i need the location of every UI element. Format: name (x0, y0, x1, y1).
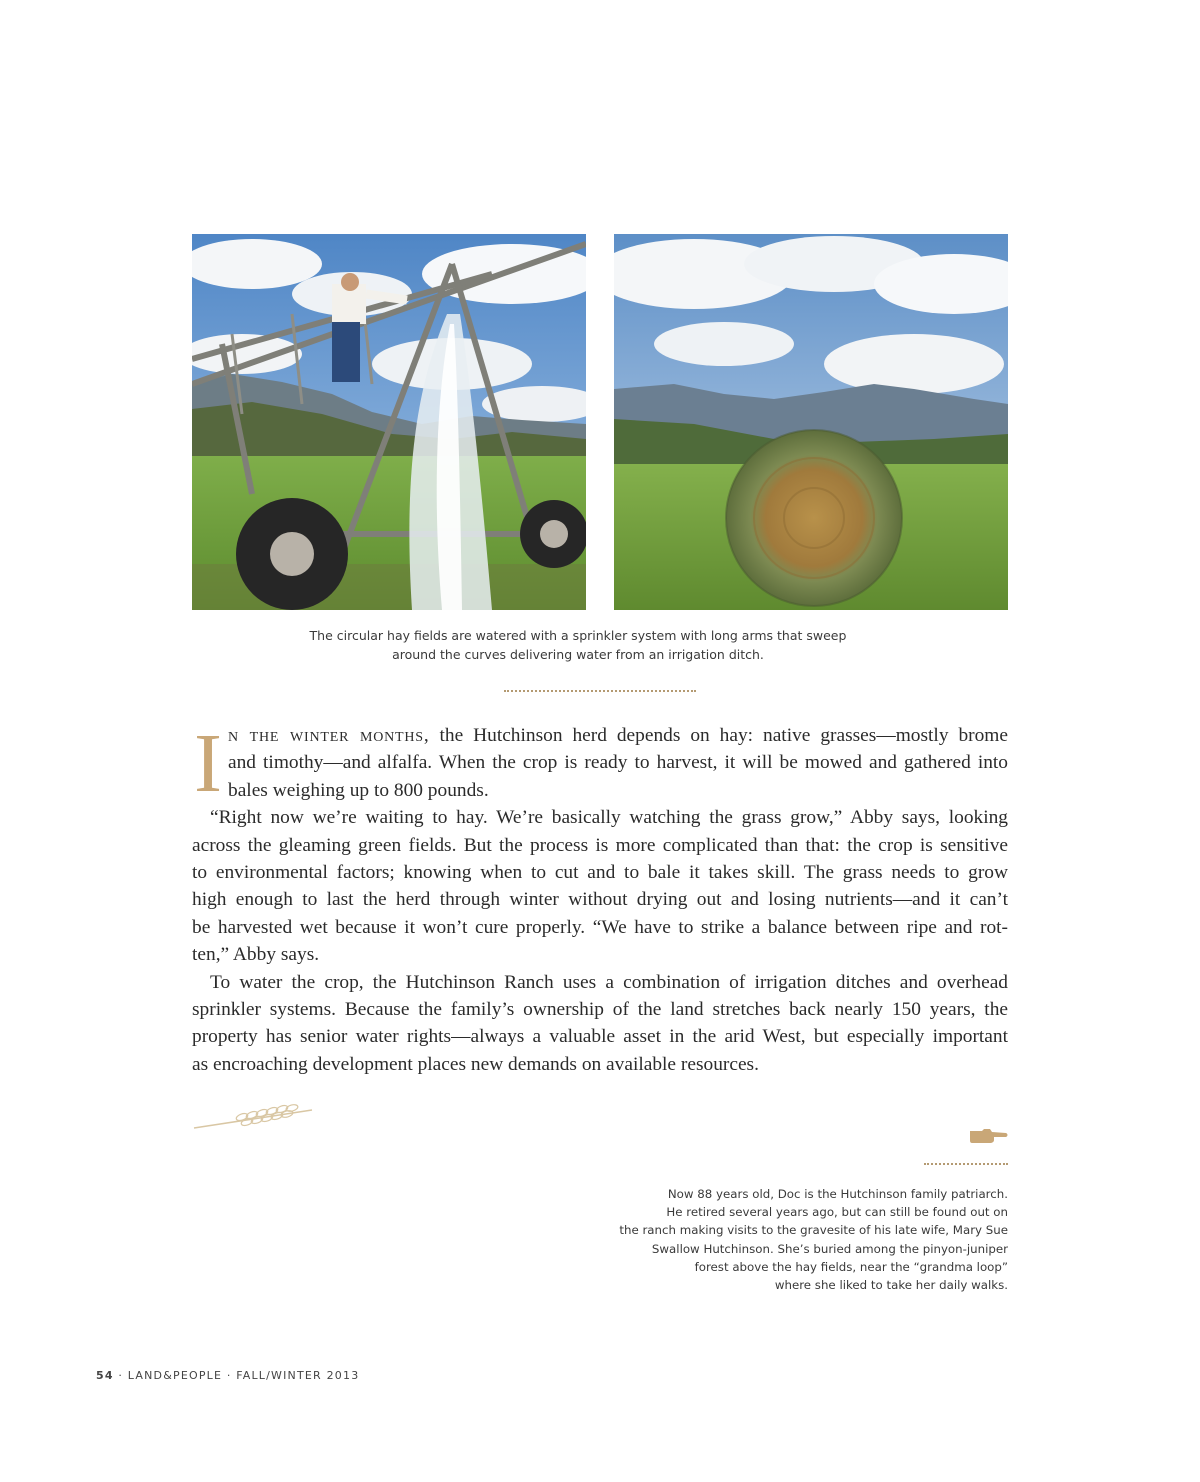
article-line: across the gleaming green fields. But the process is more complicated than that: the crop is sensitive (192, 834, 1008, 856)
article-line: “Right now we’re waiting to hay. We’re basically watching the grass grow,” Abby says, looking (210, 807, 1008, 829)
photo-caption (300, 626, 856, 664)
hay-bale-photo (614, 234, 1008, 610)
article-line: and timothy—and alfalfa. When the crop is ready to harvest, it will be mowed and gathered into (228, 752, 1008, 774)
page-number: 54 (96, 1369, 114, 1382)
wheat-ornament-icon (192, 1102, 314, 1132)
caption-line: around the curves delivering water from an irrigation ditch. (392, 647, 764, 662)
article-line: To water the crop, the Hutchinson Ranch uses a combination of irrigation ditches and overhead (210, 971, 1008, 993)
sidebar-line: Swallow Hutchinson. She’s buried among the pinyon-juniper (651, 1241, 1008, 1256)
sidebar-dotted-divider (924, 1163, 1008, 1165)
article-line: be harvested wet because it won’t cure properly. “We have to strike a balance between ripe and rot- (192, 916, 1008, 938)
sidebar-caption (600, 1185, 1008, 1294)
pointing-hand-icon (968, 1127, 1008, 1145)
article-line: to environmental factors; knowing when to cut and to bale it takes skill. The grass needs to grow (192, 862, 1008, 884)
sidebar-line: where she liked to take her daily walks. (774, 1278, 1008, 1293)
article-line: as encroaching development places new demands on available resources. (192, 1053, 759, 1075)
sidebar-line: Now 88 years old, Doc is the Hutchinson family patriarch. (667, 1187, 1008, 1201)
caption-line: The circular hay fields are watered with a sprinkler system with long arms that sweep (309, 628, 847, 643)
article-line: property has senior water rights—always a valuable asset in the arid West, but especially important (192, 1026, 1008, 1048)
publication-info: · LAND&PEOPLE · FALL/WINTER 2013 (113, 1369, 360, 1382)
dotted-divider (504, 690, 696, 692)
article-line: ten,” Abby says. (192, 944, 320, 966)
sidebar-line: forest above the hay fields, near the “grandma loop” (694, 1259, 1008, 1274)
drop-cap: I (194, 717, 222, 810)
sprinkler-photo (192, 234, 586, 610)
article-line: n the winter months, the Hutchinson herd depends on hay: native grasses—mostly brome (228, 725, 1008, 746)
article-line: sprinkler systems. Because the family’s ownership of the land stretches back nearly 150 years, the (192, 999, 1008, 1021)
sidebar-line: He retired several years ago, but can still be found out on (666, 1205, 1008, 1220)
article-line: bales weighing up to 800 pounds. (228, 779, 489, 801)
page-footer (96, 1369, 359, 1382)
article-body (192, 717, 1008, 1078)
sidebar-line: the ranch making visits to the gravesite of his late wife, Mary Sue (619, 1223, 1008, 1238)
lead-in: n the winter months, (228, 725, 430, 746)
article-line: high enough to last the herd through winter without drying out and losing nutrients—and it can’t (192, 889, 1008, 911)
